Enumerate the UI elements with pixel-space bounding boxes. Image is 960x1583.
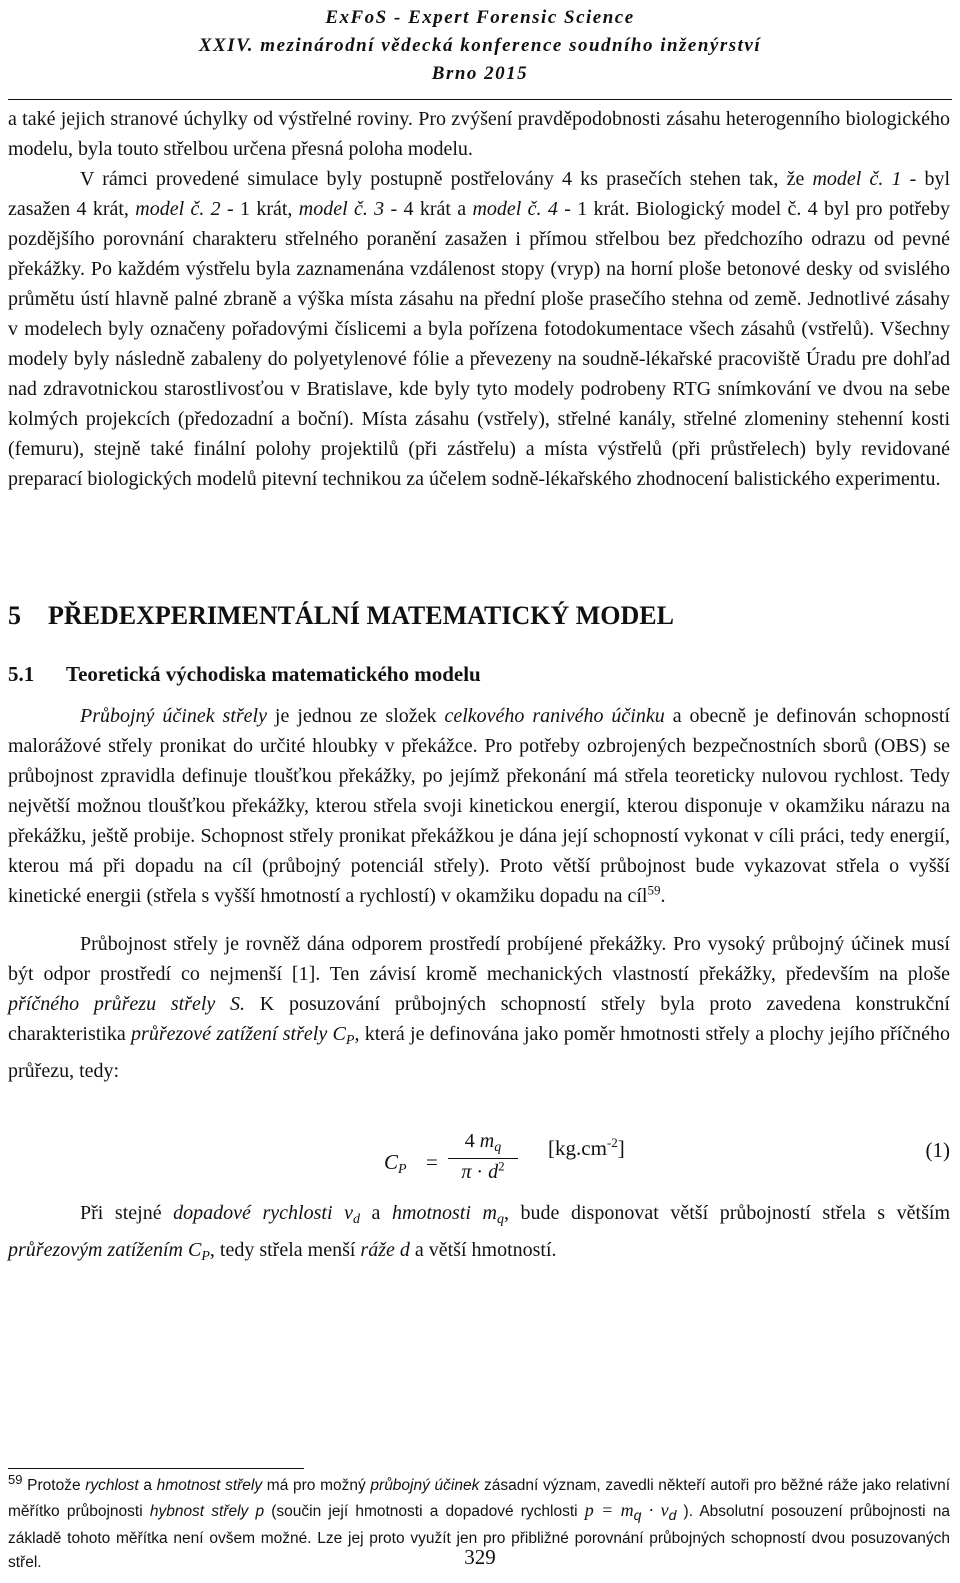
equation-1 xyxy=(0,1130,960,1200)
page-number: 329 xyxy=(464,1545,496,1569)
body-section xyxy=(8,701,950,1086)
intro-section xyxy=(8,104,950,494)
equation-numerator: 4 $m_q$ xyxy=(464,1130,502,1155)
equation-equals: = xyxy=(426,1150,438,1174)
header-title: ExFoS - Expert Forensic Science xyxy=(325,7,635,28)
equation-units: $[kg.cm^{-2}]$ xyxy=(548,1135,625,1160)
footnote-divider xyxy=(8,1468,304,1469)
subsection-number: 5.1 xyxy=(8,662,35,686)
equation-fraction xyxy=(448,1130,518,1184)
paragraph-impact-velocity: Při stejné dopadové rychlosti $v_d$ a hmotnosti $m_q$, bude disponovat větší průbojností střela s větším průřezovým zatížením $C_P$, tedy střela menší ráže d a větší hmotností. xyxy=(8,1202,951,1264)
footnote-number: 59 xyxy=(8,1471,23,1487)
section-number: 5 xyxy=(8,601,21,630)
page-header xyxy=(0,4,960,88)
fraction-bar xyxy=(448,1158,518,1159)
paragraph-penetration-definition: Průbojný účinek střely je jednou ze složek celkového ranivého účinku a obecně je definován schopností malorážové střely pronikat do určité hloubky v překážce. Pro potřeby ozbrojených bezpečnostních sborů (OBS) se průbojnost zpravidla definuje tloušťkou překážky, po jejímž překonání má střela teoreticky nulovou rychlost. Tedy největší možnou tloušťkou překážky, kterou střela svoji kinetickou energií, kterou disponuje v okamžiku nárazu na překážku, ještě probije. Schopnost střely pronikat překážkou je dána její schopností vykonat v cíli práci, tedy energií, kterou má při dopadu na cíl (průbojný potenciál střely). Proto větší průbojnost bude vykazovat střela o vyšší kinetické energii (střela s vyšší hmotností a rychlostí) v okamžiku dopadu na cíl$^{59}$. xyxy=(8,705,950,907)
equation-lhs: $C_P$ xyxy=(384,1150,407,1177)
header-place-year: Brno 2015 xyxy=(431,63,529,84)
section-heading-5 xyxy=(8,600,950,632)
header-conference: XXIV. mezinárodní vědecká konference soudního inženýrství xyxy=(198,35,762,56)
paragraph-intro-2: V rámci provedené simulace byly postupně postřelovány 4 ks prasečích stehen tak, že model č. 1 - byl zasažen 4 krát, model č. 2 - 1 krát, model č. 3 - 4 krát a model č. 4 - 1 krát. Biologický model č. 4 byl pro potřeby pozdějšího porovnání charakteru střelného poranění zasažen i přímou střelbou bez předchozího odrazu od pevné překážky. Po každém výstřelu byla zaznamenána vzdálenost stopy (vryp) na horní ploše betonové desky od svislého průmětu ústí hlavně palné zbraně a výška místa zásahu na přední ploše prasečího stehna od země. Jednotlivé zásahy v modelech byly označeny pořadovými číslicemi a byla pořízena fotodokumentace všech zásahů (vstřelů). Všechny modely byly následně zabaleny do polyetylenové fólie a převezeny na soudně-lékařské pracoviště Úradu pre dohľad nad zdravotnickou starostlivosťou v Bratislave, kde byly tyto modely podrobeny RTG snímkování ve dvou na sebe kolmých projekcích (předozadní a boční). Místa zásahu (vstřely), střelné kanály, střelné zlomeniny stehenní kosti (femuru), stejně také finální polohy projektilů (při zástřelu) a místa výstřelů (při průstřelech) byly revidované preparací biologických modelů pitevní technikou za účelem sodně-lékařského zhodnocení balistického experimentu. xyxy=(8,168,951,490)
section-title: PŘEDEXPERIMENTÁLNÍ MATEMATICKÝ MODEL xyxy=(48,601,674,630)
paragraph-cross-section-load: Průbojnost střely je rovněž dána odporem prostředí probíjené překážky. Pro vysoký průbojný účinek musí být odpor prostředí co nejmenší [1]. Ten závisí kromě mechanických vlastností překážky, především na ploše příčného průřezu střely S. K posuzování průbojných schopností střely byla proto zavedena konstrukční charakteristika průřezové zatížení střely $C_P$, která je definována jako poměr hmotnosti střely a plochy jejího příčného průřezu, tedy: xyxy=(8,933,950,1082)
equation-denominator: $\pi \cdot d^2$ xyxy=(461,1158,505,1183)
footnote-ref-59: 59 xyxy=(647,882,661,898)
footnote-59: $^{59}$ Protože rychlost a hmotnost střely má pro možný průbojný účinek zásadní význam, zavedli někteří autoři pro běžné ráže jako relativní měřítko průbojnosti hybnost střely p (součin její hmotnosti a dopadové rychlosti p = mq · vd ). Absolutní posouzení průbojnosti na základě tohoto měřítka není ovšem možné. Lze jej proto využít jen pro přibližné porovnání průbojných schopností dvou posuzovaných střel. xyxy=(8,1471,951,1571)
paragraph-intro-1: a také jejich stranové úchylky od výstřelné roviny. Pro zvýšení pravděpodobnosti zásahu heterogenního biologického modelu, byla touto střelbou určena přesná poloha modelu. xyxy=(8,108,950,160)
subsection-heading-5-1 xyxy=(8,659,950,689)
equation-number: (1) xyxy=(925,1138,950,1162)
subsection-title: Teoretická východiska matematického modelu xyxy=(66,662,481,686)
body-section-2 xyxy=(8,1198,950,1272)
header-divider xyxy=(8,99,952,100)
